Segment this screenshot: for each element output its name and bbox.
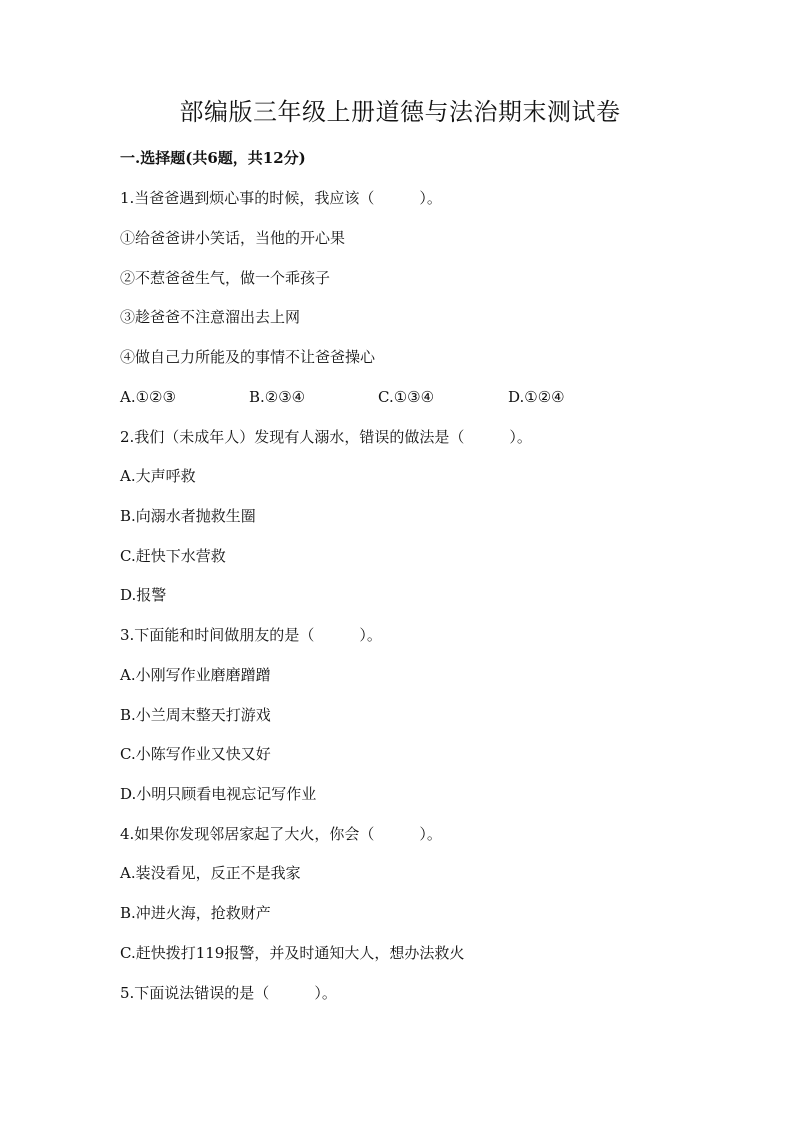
- question-2-option-d: D.报警: [120, 586, 167, 604]
- question-2-stem: 2.我们（未成年人）发现有人溺水，错误的做法是（ ）。: [120, 428, 532, 446]
- page-title: 部编版三年级上册道德与法治期末测试卷: [179, 98, 621, 126]
- question-3-stem: 3.下面能和时间做朋友的是（ ）。: [120, 626, 382, 644]
- question-3-option-a: A.小刚写作业磨磨蹭蹭: [120, 666, 271, 684]
- question-4-option-c: C.赶快拨打119报警，并及时通知大人，想办法救火: [120, 944, 465, 962]
- question-5-stem: 5.下面说法错误的是（ ）。: [120, 984, 337, 1002]
- question-4-stem: 4.如果你发现邻居家起了大火，你会（ ）。: [120, 825, 442, 843]
- question-3-option-d: D.小明只顾看电视忘记写作业: [120, 785, 317, 803]
- question-1-option-b: B.②③④: [249, 388, 306, 406]
- question-1-item-3: ③趁爸爸不注意溜出去上网: [120, 308, 301, 326]
- question-3-option-c: C.小陈写作业又快又好: [120, 745, 271, 763]
- question-1-stem: 1.当爸爸遇到烦心事的时候，我应该（ ）。: [120, 189, 442, 207]
- question-1-item-2: ②不惹爸爸生气，做一个乖孩子: [120, 269, 331, 287]
- question-2-option-a: A.大声呼救: [120, 467, 196, 485]
- question-1-option-c: C.①③④: [378, 388, 435, 406]
- question-2-option-c: C.赶快下水营救: [120, 547, 226, 565]
- question-1-item-4: ④做自己力所能及的事情不让爸爸操心: [120, 348, 376, 366]
- question-4-option-a: A.装没看见，反正不是我家: [120, 864, 301, 882]
- section-heading: 一.选择题(共6题，共12分): [120, 149, 306, 167]
- question-2-option-b: B.向溺水者抛救生圈: [120, 507, 256, 525]
- question-1-option-d: D.①②④: [508, 388, 565, 406]
- question-1-option-a: A.①②③: [120, 388, 176, 406]
- question-1-item-1: ①给爸爸讲小笑话，当他的开心果: [120, 229, 346, 247]
- question-4-option-b: B.冲进火海，抢救财产: [120, 904, 271, 922]
- question-3-option-b: B.小兰周末整天打游戏: [120, 706, 271, 724]
